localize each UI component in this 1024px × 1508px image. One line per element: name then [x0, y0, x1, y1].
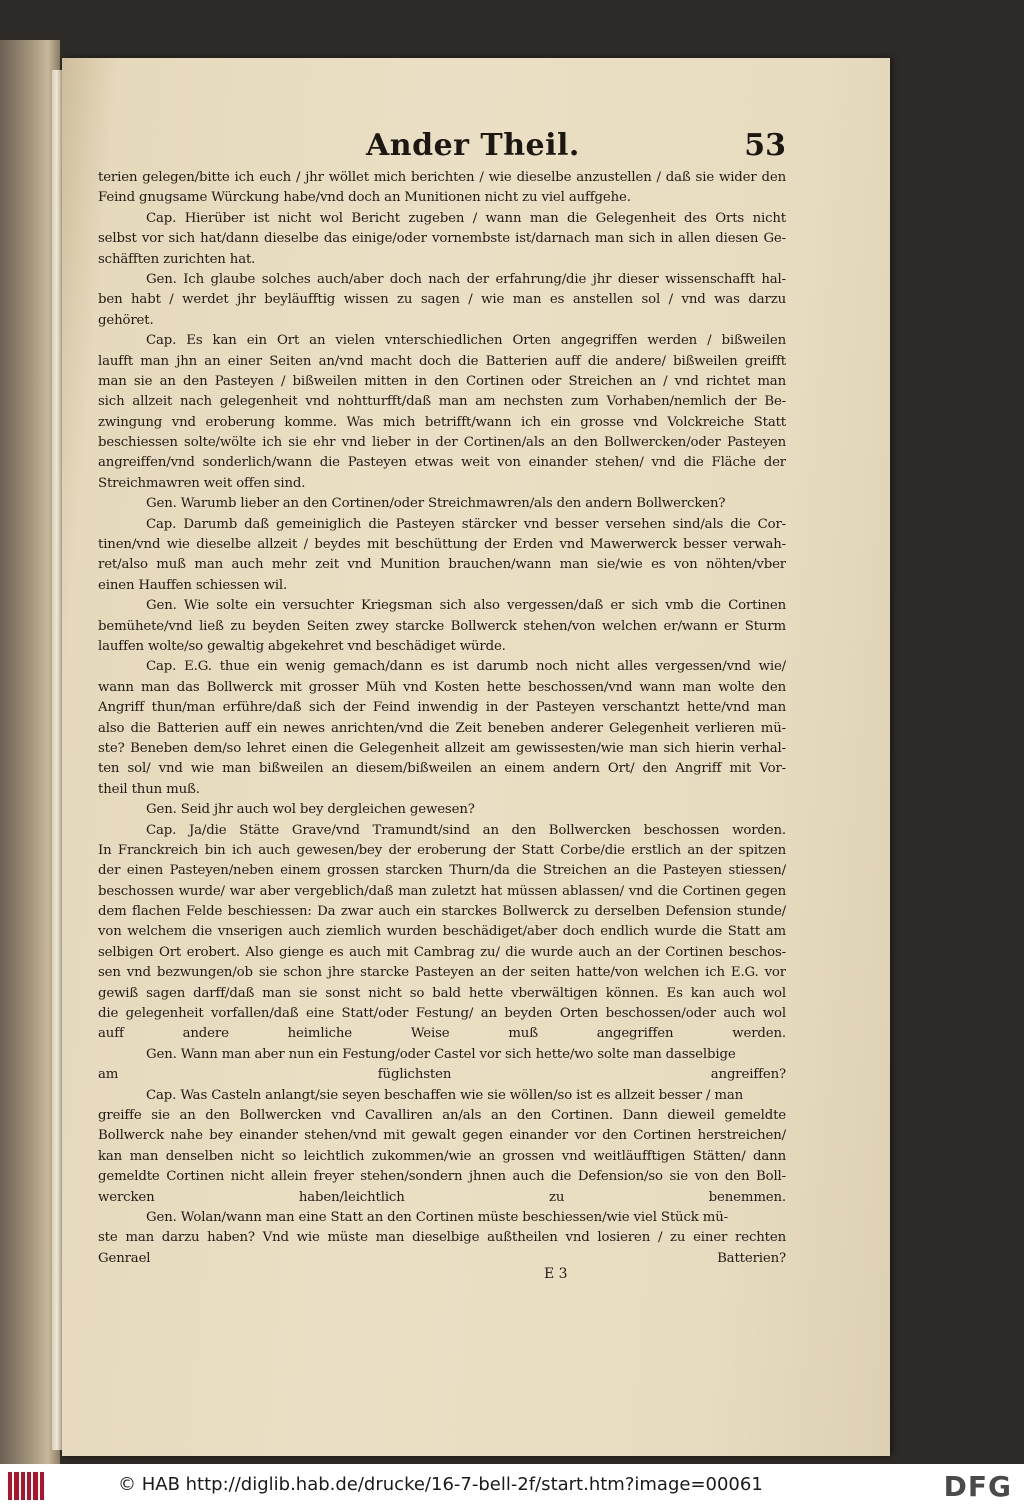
running-title: Ander Theil.	[366, 128, 580, 163]
text-line: Genrael Batterien?	[98, 1250, 786, 1266]
dfg-logo: DFG	[943, 1470, 1012, 1503]
text-line: beschossen wurde/ war aber vergeblich/daß man zuletzt hat müssen ablassen/ vnd die Cortinen gegen	[98, 883, 786, 899]
text-line: lauffen wolte/so gewaltig abgekehret vnd beschädiget würde.	[98, 638, 506, 654]
text-line: Cap. Darumb daß gemeiniglich die Pasteyen stärcker vnd besser versehen sind/als die Cor-	[146, 516, 786, 532]
text-line: Gen. Wie solte ein versuchter Kriegsman sich also vergessen/daß er sich vmb die Cortinen	[146, 598, 786, 614]
text-line: bemühete/vnd ließ zu beyden Seiten zwey starcke Bollwerck stehen/von welchen er/wann er Sturm	[98, 618, 786, 634]
text-line: also die Batterien auff ein newes anrichten/vnd die Zeit beneben anderer Gelegenheit verlieren mü-	[98, 720, 786, 736]
body-text	[98, 168, 786, 1269]
signature-mark: E 3	[544, 1266, 568, 1282]
text-line: Gen. Wann man aber nun ein Festung/oder Castel vor sich hette/wo solte man dasselbige	[146, 1046, 736, 1062]
text-line: Streichmawren weit offen sind.	[98, 475, 306, 491]
text-line: sen vnd bezwungen/ob sie schon jhre starcke Pasteyen an der seiten hatte/von welchen ich E.G. vor	[98, 965, 786, 981]
page-number: 53	[744, 128, 786, 163]
text-line: Cap. Es kan ein Ort an vielen vnterschiedlichen Orten angegriffen werden / bißweilen	[146, 333, 786, 349]
text-line: In Franckreich bin ich auch gewesen/bey der eroberung der Statt Corbe/die erstlich an der spitzen	[98, 842, 786, 858]
text-line: ste man darzu haben? Vnd wie müste man dieselbige außtheilen vnd losieren / zu einer rechten	[98, 1230, 786, 1246]
text-line: auff andere heimliche Weise muß angegriffen werden.	[98, 1026, 786, 1042]
page-header	[306, 128, 786, 168]
page-edge	[52, 70, 62, 1450]
text-line: selbigen Ort erobert. Also gienge es auch mit Cambrag zu/ die wurde auch an der Cortinen beschos-	[98, 944, 786, 960]
film-strip-icon	[8, 1472, 44, 1500]
text-line: am füglichsten angreiffen?	[98, 1067, 786, 1083]
text-line: greiffe sie an den Bollwercken vnd Cavalliren an/als an den Cortinen. Dann dieweil gemeldte	[98, 1107, 786, 1123]
text-line: wercken haben/leichtlich zu benemmen.	[98, 1189, 786, 1205]
text-line: ste? Beneben dem/so lehret einen die Gelegenheit allzeit am gewissesten/wie man sich hierin verhal-	[98, 740, 786, 756]
text-line: sich allzeit nach gelegenheit vnd nohtturfft/daß man am nechsten zum Vorhaben/nemlich der Be-	[98, 394, 786, 410]
text-line: ret/also muß man auch mehr zeit vnd Munition brauchen/wann man sie/wie es von nöhten/vber	[98, 557, 786, 573]
text-line: Bollwerck nahe bey einander stehen/vnd mit gewalt gegen einander vor den Cortinen herstreichen/	[98, 1128, 786, 1144]
facing-page	[0, 40, 60, 1480]
text-line: theil thun muß.	[98, 781, 200, 797]
text-line: angreiffen/vnd sonderlich/wann die Pasteyen etwas weit von einander stehen/ vnd die Fläche der	[98, 455, 786, 471]
text-line: wann man das Bollwerck mit grosser Müh vnd Kosten hette beschossen/vnd wann man wolte den	[98, 679, 786, 695]
text-line: Feind gnugsame Würckung habe/vnd doch an Munitionen nicht zu viel auffgehe.	[98, 190, 631, 206]
text-line: schäfften zurichten hat.	[98, 251, 256, 267]
text-line: dem flachen Felde beschiessen: Da zwar auch ein starckes Bollwerck zu derselben Defension stunde/	[98, 904, 786, 920]
text-line: terien gelegen/bitte ich euch / jhr wöllet mich berichten / wie dieselbe anzustellen / daß sie wider den	[98, 170, 786, 185]
text-line: Cap. E.G. thue ein wenig gemach/dann es ist darumb noch nicht alles vergessen/vnd wie/	[146, 659, 786, 675]
footer-bar	[0, 1464, 1024, 1508]
text-line: zwingung vnd eroberung komme. Was mich betrifft/wann ich ein grosse vnd Volckreiche Statt	[98, 414, 786, 430]
text-line: gemeldte Cortinen nicht allein freyer stehen/sondern jhnen auch die Defension/so sie von den Boll-	[98, 1169, 786, 1185]
text-line: Cap. Was Casteln anlangt/sie seyen beschaffen wie sie wöllen/so ist es allzeit besser / man	[146, 1087, 744, 1103]
text-line: ben habt / werdet jhr beyläufftig wissen zu sagen / wie man es anstellen sol / vnd was darzu	[98, 292, 786, 308]
copyright-link[interactable]: © HAB http://diglib.hab.de/drucke/16-7-bell-2f/start.htm?image=00061	[118, 1474, 763, 1495]
text-line: Gen. Warumb lieber an den Cortinen/oder Streichmawren/als den andern Bollwercken?	[146, 496, 726, 512]
text-line: der einen Pasteyen/neben einem grossen starcken Thurn/da die Streichen an die Pasteyen stiessen/	[98, 863, 786, 879]
text-line: kan man denselben nicht so leichtlich zukommen/wie an grossen vnd weitläufftigen Stätten/ dann	[98, 1148, 786, 1164]
text-line: die gelegenheit vorfallen/daß eine Statt/oder Festung/ an beyden Orten beschossen/oder auch wol	[98, 1006, 786, 1022]
text-line: Gen. Ich glaube solches auch/aber doch nach der erfahrung/die jhr dieser wissenschafft hal-	[146, 271, 786, 287]
text-line: Cap. Hierüber ist nicht wol Bericht zugeben / wann man die Gelegenheit des Orts nicht	[146, 210, 786, 226]
text-line: von welchem die vnserigen auch ziemlich wurden beschädiget/aber doch endlich wurde die Statt am	[98, 924, 786, 940]
text-line: ten sol/ vnd wie man bißweilen an diesem/bißweilen an einem andern Ort/ den Angriff mit Vor-	[98, 761, 786, 777]
text-line: Cap. Ja/die Stätte Grave/vnd Tramundt/sind an den Bollwercken beschossen worden.	[146, 822, 786, 838]
text-line: selbst vor sich hat/dann dieselbe das einige/oder vornembste ist/darnach man sich in allen diesen Ge-	[98, 231, 786, 247]
text-line: Gen. Seid jhr auch wol bey dergleichen gewesen?	[146, 802, 475, 818]
text-line: Angriff thun/man erführe/daß sich der Feind inwendig in der Pasteyen verschantzt hette/vnd man	[98, 700, 786, 716]
text-line: gewiß sagen darff/daß man sie sonst nicht so bald hette vberwältigen können. Es kan auch wol	[98, 985, 786, 1001]
text-line: tinen/vnd wie dieselbe allzeit / beydes mit beschüttung der Erden vnd Mawerwerck besser verwah-	[98, 537, 786, 553]
text-line: gehöret.	[98, 312, 154, 328]
text-line: Gen. Wolan/wann man eine Statt an den Cortinen müste beschiessen/wie viel Stück mü-	[146, 1209, 728, 1225]
text-line: beschiessen solte/wölte ich sie ehr vnd lieber in der Cortinen/als an den Bollwercken/oder Pasteyen	[98, 435, 786, 451]
text-line: man sie an den Pasteyen / bißweilen mitten in den Cortinen oder Streichen an / vnd richtet man	[98, 373, 786, 389]
text-line: einen Hauffen schiessen wil.	[98, 577, 288, 593]
text-line: laufft man jhn an einer Seiten an/vnd macht doch die Batterien auff die andere/ bißweilen greifft	[98, 353, 786, 369]
